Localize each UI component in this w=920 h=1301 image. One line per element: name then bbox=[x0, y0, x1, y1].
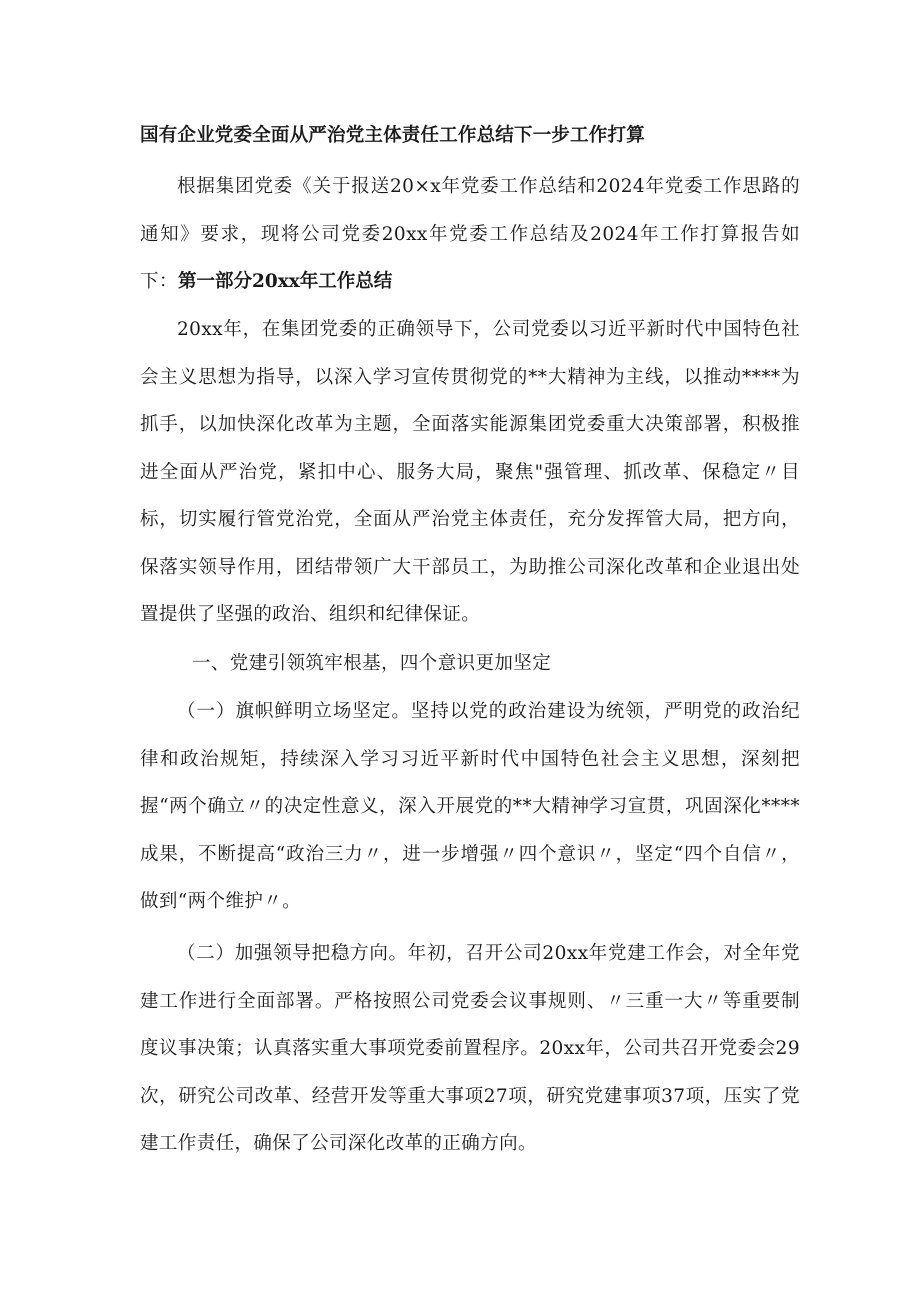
item-one-paragraph: （一）旗帜鲜明立场坚定。坚持以党的政治建设为统领，严明党的政治纪律和政治规矩，持续深入学习习近平新时代中国特色社会主义思想，深刻把握“两个确立〃的决定性意义，深入开展党的**大精神学习宣贯，巩固深化****成果，不断提高“政治三力〃，进一步增强〃四个意识〃，坚定“四个自信〃，做到“两个维护〃。 bbox=[140, 701, 800, 912]
intro-paragraph: 根据集团党委《关于报送20×x年党委工作总结和2024年党委工作思路的通知》要求，现将公司党委20xx年党委工作总结及2024年工作打算报告如下： bbox=[140, 176, 800, 292]
item-one-block bbox=[140, 688, 800, 926]
summary-block bbox=[140, 306, 800, 639]
document-title: 国有企业党委全面从严治党主体责任工作总结下一步工作打算 bbox=[140, 125, 645, 146]
item-two-paragraph: （二）加强领导把稳方向。年初，召开公司20xx年党建工作会，对全年党建工作进行全面部署。严格按照公司党委会议事规则、〃三重一大〃等重要制度议事决策；认真落实重大事项党委前置程序。20xx年，公司共召开党委会29次，研究公司改革、经营开发等重大事项27项，研究党建事项37项，压实了党建工作责任，确保了公司深化改革的正确方向。 bbox=[140, 943, 800, 1154]
summary-paragraph: 20xx年，在集团党委的正确领导下，公司党委以习近平新时代中国特色社会主义思想为指导，以深入学习宣传贯彻党的**大精神为主线，以推动****为抓手，以加快深化改革为主题，全面落实能源集团党委重大决策部署，积极推进全面从严治党，紧扣中心、服务大局，聚焦"强管理、抓改革、保稳定〃目标，切实履行管党治党，全面从严治党主体责任，充分发挥管大局，把方向，保落实领导作用，团结带领广大干部员工，为助推公司深化改革和企业退出处置提供了坚强的政治、组织和纪律保证。 bbox=[140, 319, 800, 625]
item-two-block bbox=[140, 930, 800, 1168]
section-one-heading: 一、党建引领筑牢根基，四个意识更加坚定 bbox=[192, 653, 552, 674]
part-one-heading: 第一部分20xx年工作总结 bbox=[178, 271, 393, 292]
